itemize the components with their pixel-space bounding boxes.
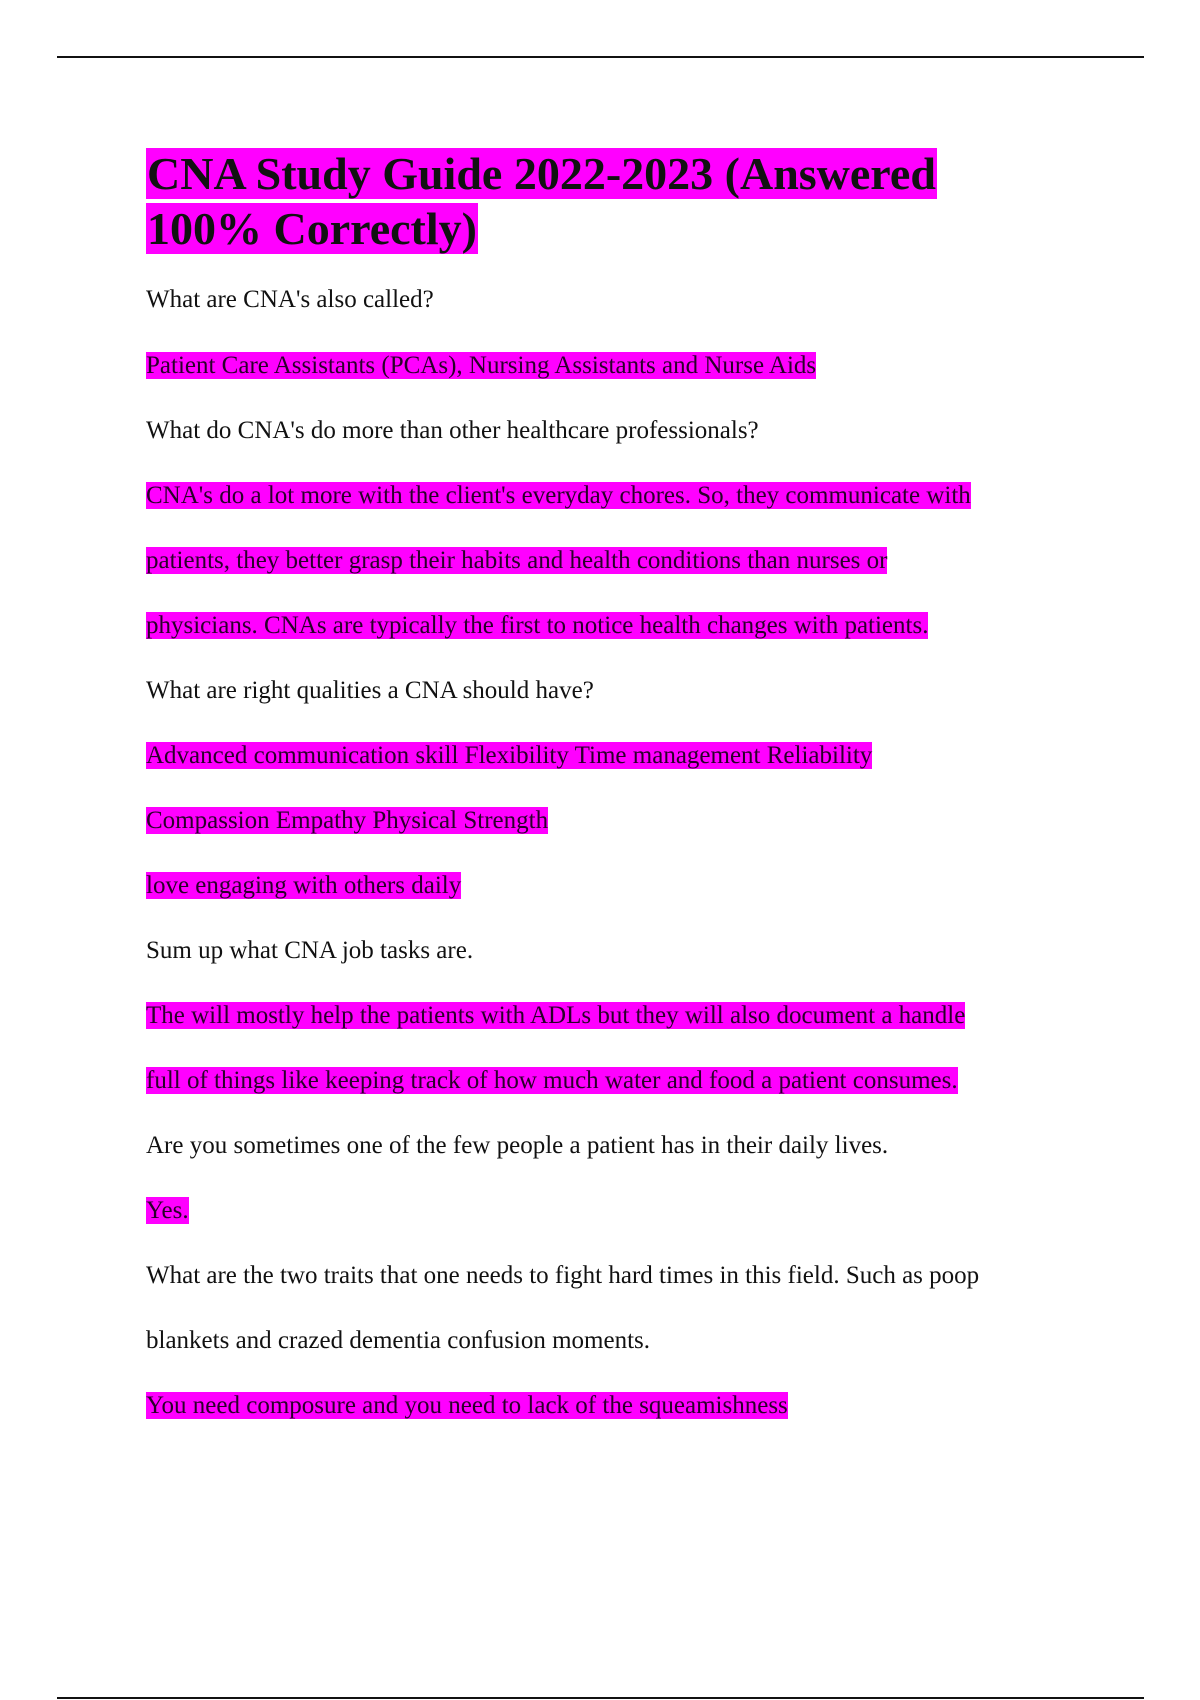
question-5: Are you sometimes one of the few people a patient has in their daily lives. [146,1132,889,1159]
answer-2-line-3: physicians. CNAs are typically the first to notice health changes with patients. [146,612,929,639]
title-line-1: CNA Study Guide 2022-2023 (Answered [147,148,936,199]
answer-2-line-1: CNA's do a lot more with the client's everyday chores. So, they communicate with [146,482,971,509]
document-title [146,146,1146,256]
answer-5: Yes. [146,1197,189,1224]
answer-3-line-1: Advanced communication skill Flexibility Time management Reliability [146,742,873,769]
answer-6: You need composure and you need to lack of the squeamishness [146,1392,788,1419]
answer-4-line-2: full of things like keeping track of how much water and food a patient consumes. [146,1067,958,1094]
question-2: What do CNA's do more than other healthcare professionals? [146,417,759,444]
answer-1: Patient Care Assistants (PCAs), Nursing Assistants and Nurse Aids [146,352,817,379]
question-3: What are right qualities a CNA should have? [146,677,594,704]
answer-3-line-2: Compassion Empathy Physical Strength [146,807,549,834]
title-line-2: 100% Correctly) [147,203,477,254]
bottom-rule [57,1697,1144,1699]
question-6-line-2: blankets and crazed dementia confusion moments. [146,1327,651,1354]
question-4: Sum up what CNA job tasks are. [146,937,474,964]
answer-3-line-3: love engaging with others daily [146,872,462,899]
question-6-line-1: What are the two traits that one needs to fight hard times in this field. Such as poop [146,1262,980,1289]
question-1: What are CNA's also called? [146,286,434,313]
answer-2-line-2: patients, they better grasp their habits and health conditions than nurses or [146,547,888,574]
top-rule [57,56,1144,58]
answer-4-line-1: The will mostly help the patients with ADLs but they will also document a handle [146,1002,966,1029]
